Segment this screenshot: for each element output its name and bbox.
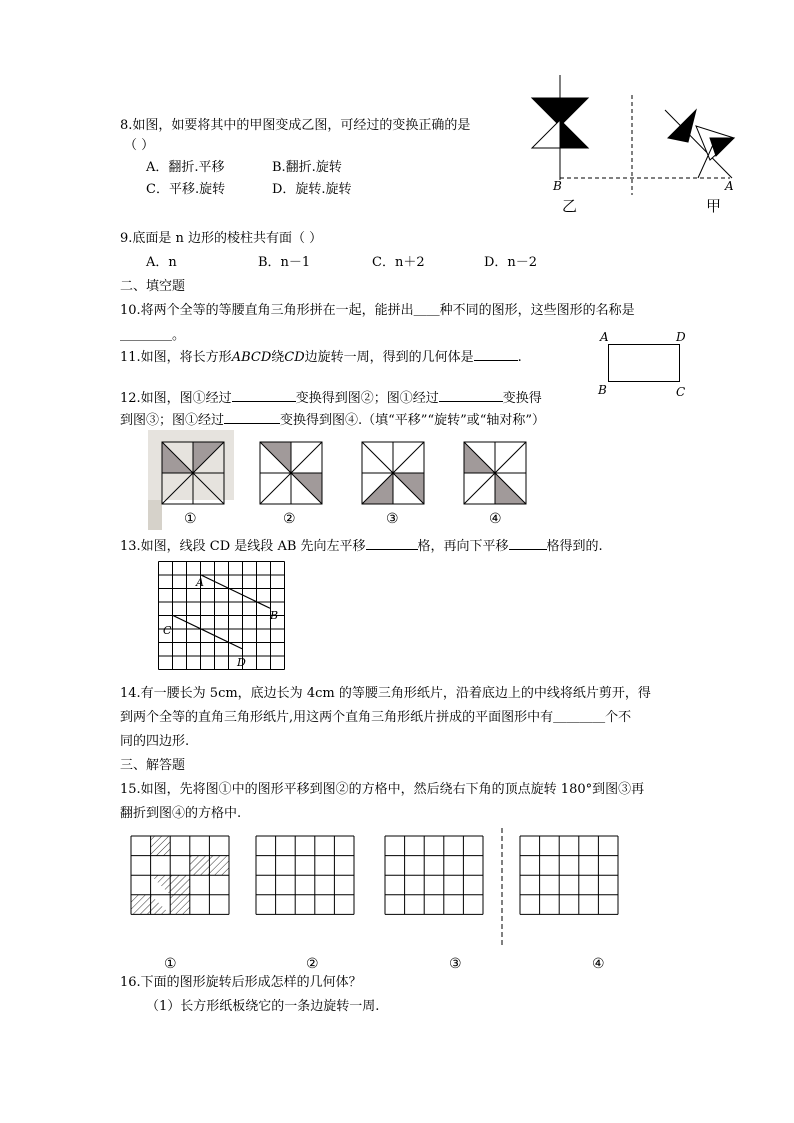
q11-text-b: 绕 xyxy=(271,350,285,365)
section-solve-heading: 三、解答题 xyxy=(120,758,186,773)
q9-stem: 9.底面是 n 边形的棱柱共有面（ ） xyxy=(120,231,323,246)
q12-figures xyxy=(148,430,538,530)
q11-label-b: B xyxy=(598,383,607,397)
q13-text-b: 格，再向下平移 xyxy=(417,539,509,554)
q8-option-d: D．旋转.旋转 xyxy=(272,182,352,197)
q12-figure-3 xyxy=(362,442,424,504)
q15-line2: 翻折到图④的方格中. xyxy=(120,806,242,821)
q13-text-c: 格得到的. xyxy=(546,539,603,554)
q11-text-end: . xyxy=(517,350,522,365)
q8-stem: 8.如图，如要将其中的甲图变成乙图，可经过的变换正确的是 xyxy=(120,118,471,133)
q11-text-c: 边旋转一周，得到的几何体是 xyxy=(304,350,474,365)
q13-grid xyxy=(158,561,284,670)
q11-text-abcd: ABCD xyxy=(231,350,272,365)
q8-figure xyxy=(520,70,770,220)
q12-line1-a: 12.如图，图①经过 xyxy=(120,391,232,406)
q8-label-yi: 乙 xyxy=(562,197,578,215)
q12-figure-4 xyxy=(464,442,526,504)
q15-line1: 15.如图，先将图①中的图形平移到图②的方格中，然后绕右下角的顶点旋转 180°到图③再 xyxy=(120,782,645,797)
q15-label-4: ④ xyxy=(592,956,605,972)
q15-hatched-cell xyxy=(170,895,190,915)
q15-hatched-cell xyxy=(151,836,171,856)
q15-label-1: ① xyxy=(164,956,177,972)
q11-label-d: D xyxy=(676,330,686,344)
q16-sub1: （1）长方形纸板绕它的一条边旋转一周. xyxy=(146,999,380,1014)
q11-rectangle xyxy=(608,344,680,382)
q9-option-b: B．n－1 xyxy=(258,255,311,270)
q8-label-jia: 甲 xyxy=(706,197,722,215)
q10-line2: ＿＿＿＿。 xyxy=(120,328,186,343)
q12-label-3: ③ xyxy=(386,511,399,527)
q15-hatched-cell xyxy=(170,875,190,895)
q12-fig1-bg xyxy=(148,430,234,500)
q14-line3: 同的四边形. xyxy=(120,734,190,749)
q12-line2-a: 到图③；图①经过 xyxy=(120,413,225,428)
q15-hatched-cell xyxy=(209,856,229,876)
q11-text xyxy=(120,348,522,366)
q12-figure-2 xyxy=(260,442,322,504)
q13-segment-ab xyxy=(200,575,270,609)
q12-line1-c: 变换得 xyxy=(502,391,542,406)
q9-option-a: A．n xyxy=(146,255,177,270)
q11-label-c: C xyxy=(676,385,686,399)
q12-line2 xyxy=(120,411,545,429)
q12-label-1: ① xyxy=(184,511,197,527)
q9-option-c: C．n＋2 xyxy=(372,255,425,270)
q14-line2: 到两个全等的直角三角形纸片,用这两个直角三角形纸片拼成的平面图形中有＿＿＿＿个不 xyxy=(120,710,632,725)
section-fill-in-heading: 二、填空题 xyxy=(120,279,186,294)
q11-answer-blank[interactable] xyxy=(474,348,518,361)
q12-line1-b: 变换得到图②；图①经过 xyxy=(295,391,439,406)
q11-label-a: A xyxy=(600,330,609,344)
q8-paren: （ ） xyxy=(124,138,155,153)
q8-label-b: B xyxy=(553,179,562,193)
q13-blank-1[interactable] xyxy=(366,537,418,550)
q11-text-a: 11.如图，将长方形 xyxy=(120,350,232,365)
q16-stem: 16.下面的图形旋转后形成怎样的几何体？ xyxy=(120,975,362,990)
q8-yi-bottom-right xyxy=(560,120,588,148)
q12-line2-b: 变换得到图④.（填“平移”“旋转”或“轴对称”） xyxy=(280,413,546,428)
q15-grids xyxy=(120,828,640,948)
q13-label-b: B xyxy=(270,609,279,622)
q12-blank-3[interactable] xyxy=(224,411,280,424)
q12-label-2: ② xyxy=(283,511,296,527)
q13-label-a: A xyxy=(196,576,204,589)
q13-label-c: C xyxy=(163,624,172,637)
q12-line1 xyxy=(120,389,542,407)
q12-label-4: ④ xyxy=(489,511,502,527)
q8-option-b: B.翻折.旋转 xyxy=(272,160,342,175)
q13-blank-2[interactable] xyxy=(509,537,547,550)
q15-hatched-half xyxy=(151,895,171,915)
q14-line1: 14.有一腰长为 5cm，底边长为 4cm 的等腰三角形纸片，沿着底边上的中线将纸片剪开，得 xyxy=(120,686,651,701)
q12-blank-1[interactable] xyxy=(232,389,296,402)
q13-label-d: D xyxy=(237,656,246,669)
q15-label-3: ③ xyxy=(449,956,462,972)
q10-line1: 10.将两个全等的等腰直角三角形拼在一起，能拼出＿＿种不同的图形，这些图形的名称是 xyxy=(120,303,635,318)
q13-text xyxy=(120,537,603,555)
q8-option-a: A．翻折.平移 xyxy=(146,160,225,175)
q15-hatched-cell xyxy=(190,856,210,876)
q15-hatched-half xyxy=(151,875,171,895)
q13-segment-cd xyxy=(172,615,242,649)
q12-figure-1 xyxy=(162,442,224,504)
q11-text-cd: CD xyxy=(284,350,305,365)
q8-label-a: A xyxy=(725,179,734,193)
q12-blank-2[interactable] xyxy=(439,389,503,402)
q15-hatched-cell xyxy=(131,895,151,915)
q8-option-c: C．平移.旋转 xyxy=(146,182,226,197)
q13-text-a: 13.如图，线段 CD 是线段 AB 先向左平移 xyxy=(120,539,366,554)
q15-label-2: ② xyxy=(306,956,319,972)
q9-option-d: D．n－2 xyxy=(484,255,538,270)
